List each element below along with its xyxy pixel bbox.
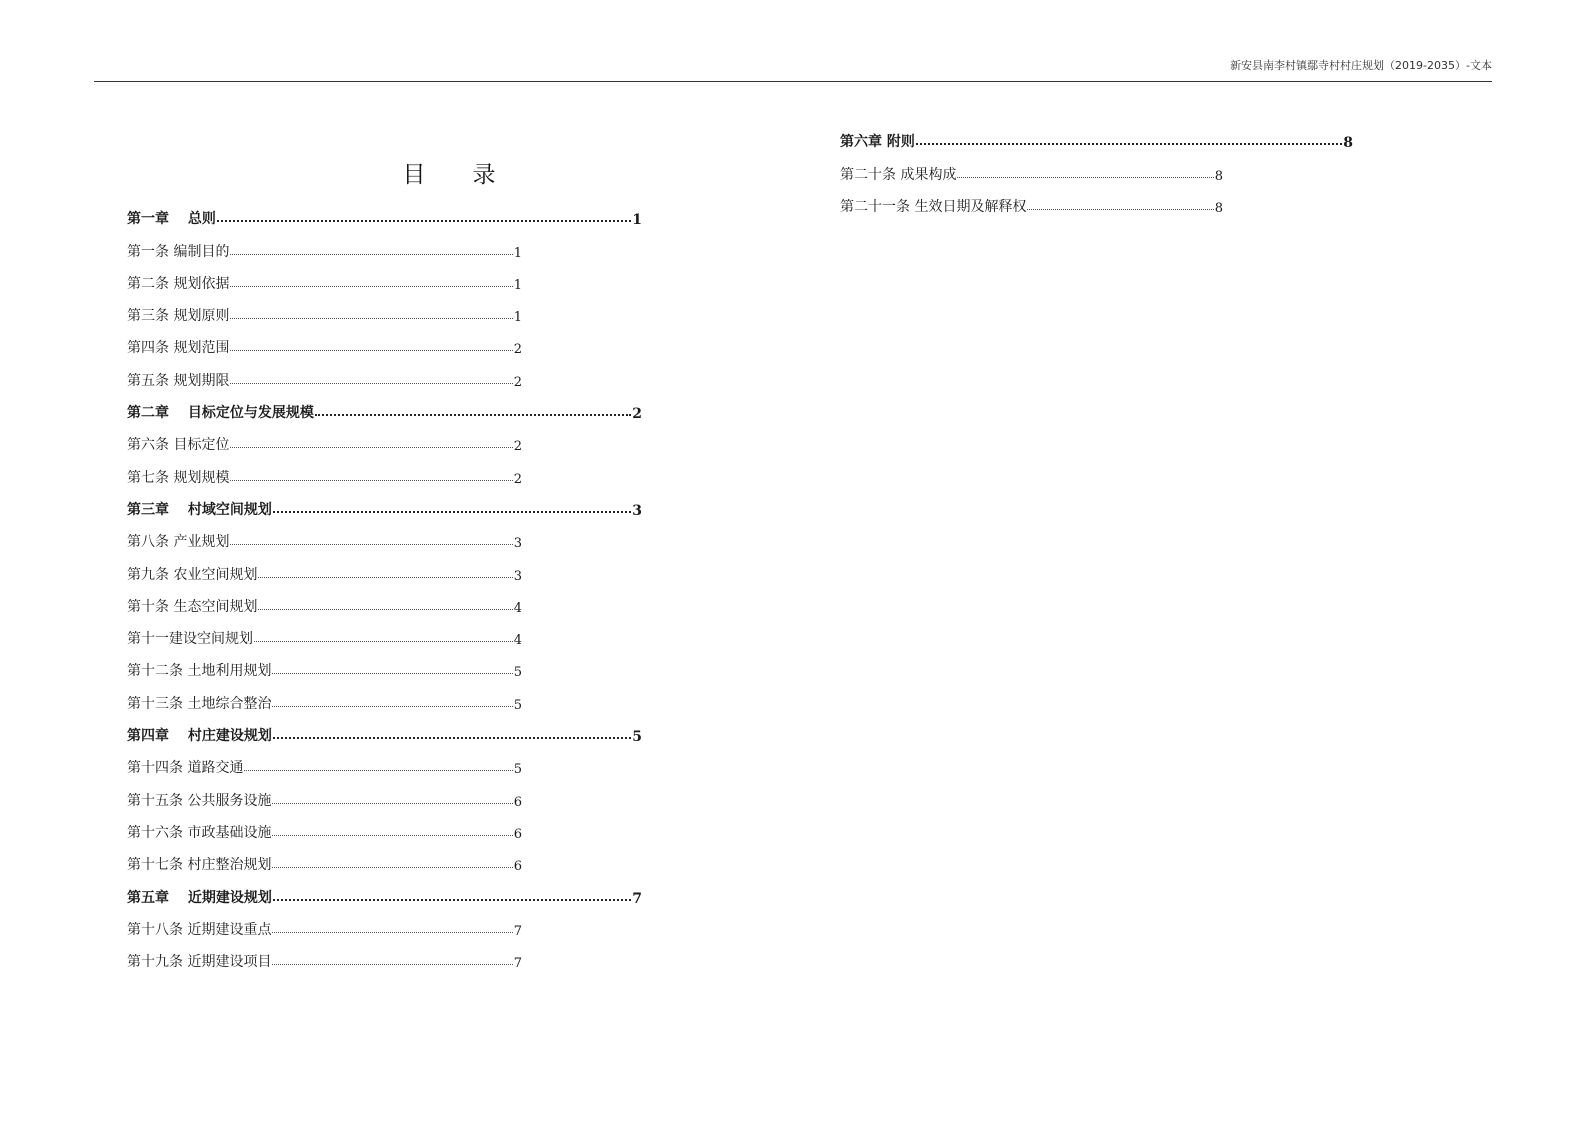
toc-dot-leader bbox=[916, 143, 1342, 145]
toc-entry-label: 第八条 产业规划 bbox=[127, 534, 230, 551]
toc-entry-label: 第十条 生态空间规划 bbox=[127, 598, 258, 615]
toc-entry-label: 第四条 规划范围 bbox=[127, 340, 230, 357]
toc-page-number: 5 bbox=[632, 729, 642, 746]
toc-dot-leader bbox=[272, 964, 512, 965]
toc-dot-leader bbox=[254, 641, 513, 642]
toc-entry-label: 第十三条 土地综合整治 bbox=[127, 695, 272, 712]
toc-page-number: 2 bbox=[513, 374, 522, 390]
toc-dot-leader bbox=[315, 414, 631, 416]
toc-article-entry[interactable] bbox=[127, 907, 522, 939]
toc-page-number: 8 bbox=[1214, 200, 1223, 216]
toc-page-number: 4 bbox=[513, 633, 522, 649]
toc-entry-label: 第十六条 市政基础设施 bbox=[127, 824, 272, 841]
toc-article-entry[interactable] bbox=[840, 151, 1223, 183]
toc-left-column bbox=[127, 196, 687, 971]
toc-dot-leader bbox=[230, 318, 512, 319]
toc-dot-leader bbox=[230, 544, 512, 545]
toc-article-entry[interactable] bbox=[127, 810, 522, 842]
toc-page-number: 2 bbox=[632, 406, 642, 423]
toc-dot-leader bbox=[272, 803, 512, 804]
toc-entry-label: 第十九条 近期建设项目 bbox=[127, 954, 272, 971]
toc-dot-leader bbox=[244, 770, 512, 771]
toc-article-entry[interactable] bbox=[127, 939, 522, 971]
toc-dot-leader bbox=[258, 609, 512, 610]
toc-article-entry[interactable] bbox=[127, 422, 522, 454]
toc-entry-label: 第五章 近期建设规划 bbox=[127, 889, 272, 906]
toc-article-entry[interactable] bbox=[127, 551, 522, 583]
toc-dot-leader bbox=[217, 220, 631, 222]
toc-entry-label: 第二十条 成果构成 bbox=[840, 166, 957, 183]
toc-page-number: 7 bbox=[513, 923, 522, 939]
toc-entry-label: 第二条 规划依据 bbox=[127, 275, 230, 292]
toc-dot-leader bbox=[272, 932, 512, 933]
toc-page-number: 3 bbox=[513, 536, 522, 552]
toc-entry-label: 第十四条 道路交通 bbox=[127, 760, 244, 777]
toc-dot-leader bbox=[258, 577, 512, 578]
toc-entry-label: 第七条 规划规模 bbox=[127, 469, 230, 486]
toc-entry-label: 第六章 附则 bbox=[840, 134, 915, 151]
toc-entry-label: 第二章 目标定位与发展规模 bbox=[127, 405, 314, 422]
toc-chapter-entry[interactable] bbox=[840, 119, 1353, 151]
toc-entry-label: 第九条 农业空间规划 bbox=[127, 566, 258, 583]
toc-entry-label: 第十七条 村庄整治规划 bbox=[127, 857, 272, 874]
toc-dot-leader bbox=[230, 447, 512, 448]
toc-article-entry[interactable] bbox=[127, 293, 522, 325]
toc-page-number: 8 bbox=[1343, 135, 1353, 152]
toc-dot-leader bbox=[273, 899, 631, 901]
toc-dot-leader bbox=[957, 177, 1213, 178]
toc-article-entry[interactable] bbox=[127, 648, 522, 680]
toc-article-entry[interactable] bbox=[127, 616, 522, 648]
toc-dot-leader bbox=[230, 480, 512, 481]
document-header-title: 新安县南李村镇鄢寺村村庄规划（2019-2035）-文本 bbox=[1230, 59, 1492, 72]
toc-title: 目 录 bbox=[402, 162, 508, 188]
toc-page-number: 7 bbox=[513, 956, 522, 972]
toc-article-entry[interactable] bbox=[127, 842, 522, 874]
toc-page-number: 1 bbox=[513, 310, 522, 326]
toc-article-entry[interactable] bbox=[127, 325, 522, 357]
toc-entry-label: 第六条 目标定位 bbox=[127, 437, 230, 454]
toc-page-number: 5 bbox=[513, 665, 522, 681]
toc-article-entry[interactable] bbox=[127, 745, 522, 777]
toc-chapter-entry[interactable] bbox=[127, 874, 642, 906]
toc-dot-leader bbox=[273, 737, 631, 739]
toc-article-entry[interactable] bbox=[127, 519, 522, 551]
toc-chapter-entry[interactable] bbox=[127, 196, 642, 228]
toc-page-number: 1 bbox=[513, 277, 522, 293]
toc-dot-leader bbox=[230, 350, 512, 351]
toc-dot-leader bbox=[273, 511, 631, 513]
toc-dot-leader bbox=[1027, 209, 1213, 210]
toc-entry-label: 第五条 规划期限 bbox=[127, 372, 230, 389]
toc-dot-leader bbox=[272, 867, 512, 868]
toc-page-number: 6 bbox=[513, 859, 522, 875]
toc-dot-leader bbox=[272, 673, 512, 674]
toc-dot-leader bbox=[230, 383, 512, 384]
toc-entry-label: 第四章 村庄建设规划 bbox=[127, 728, 272, 745]
toc-page-number: 3 bbox=[632, 502, 642, 519]
toc-entry-label: 第十二条 土地利用规划 bbox=[127, 663, 272, 680]
toc-article-entry[interactable] bbox=[127, 357, 522, 389]
toc-dot-leader bbox=[230, 286, 512, 287]
toc-entry-label: 第一条 编制目的 bbox=[127, 243, 230, 260]
toc-page-number: 8 bbox=[1214, 168, 1223, 184]
toc-article-entry[interactable] bbox=[127, 680, 522, 712]
toc-page-number: 2 bbox=[513, 342, 522, 358]
toc-page-number: 6 bbox=[513, 826, 522, 842]
toc-article-entry[interactable] bbox=[127, 777, 522, 809]
toc-entry-label: 第十五条 公共服务设施 bbox=[127, 792, 272, 809]
toc-entry-label: 第一章 总则 bbox=[127, 211, 216, 228]
toc-page-number: 1 bbox=[632, 212, 642, 229]
toc-entry-label: 第三章 村域空间规划 bbox=[127, 501, 272, 518]
toc-dot-leader bbox=[272, 835, 512, 836]
toc-page-number: 5 bbox=[513, 697, 522, 713]
toc-entry-label: 第三条 规划原则 bbox=[127, 308, 230, 325]
toc-page-number: 6 bbox=[513, 794, 522, 810]
toc-entry-label: 第十一建设空间规划 bbox=[127, 631, 253, 648]
toc-page-number: 4 bbox=[513, 600, 522, 616]
toc-chapter-entry[interactable] bbox=[127, 390, 642, 422]
toc-page-number: 5 bbox=[513, 762, 522, 778]
toc-chapter-entry[interactable] bbox=[127, 713, 642, 745]
toc-entry-label: 第二十一条 生效日期及解释权 bbox=[840, 198, 1027, 215]
toc-page-number: 1 bbox=[513, 245, 522, 261]
toc-entry-label: 第十八条 近期建设重点 bbox=[127, 921, 272, 938]
toc-right-column bbox=[840, 119, 1400, 216]
toc-dot-leader bbox=[272, 706, 512, 707]
header-divider bbox=[94, 81, 1492, 82]
toc-dot-leader bbox=[230, 254, 512, 255]
toc-page-number: 3 bbox=[513, 568, 522, 584]
toc-article-entry[interactable] bbox=[127, 584, 522, 616]
toc-chapter-entry[interactable] bbox=[127, 487, 642, 519]
toc-article-entry[interactable] bbox=[127, 261, 522, 293]
toc-page-number: 2 bbox=[513, 439, 522, 455]
toc-page-number: 2 bbox=[513, 471, 522, 487]
toc-article-entry[interactable] bbox=[840, 184, 1223, 216]
toc-article-entry[interactable] bbox=[127, 228, 522, 260]
toc-article-entry[interactable] bbox=[127, 454, 522, 486]
toc-page-number: 7 bbox=[632, 890, 642, 907]
